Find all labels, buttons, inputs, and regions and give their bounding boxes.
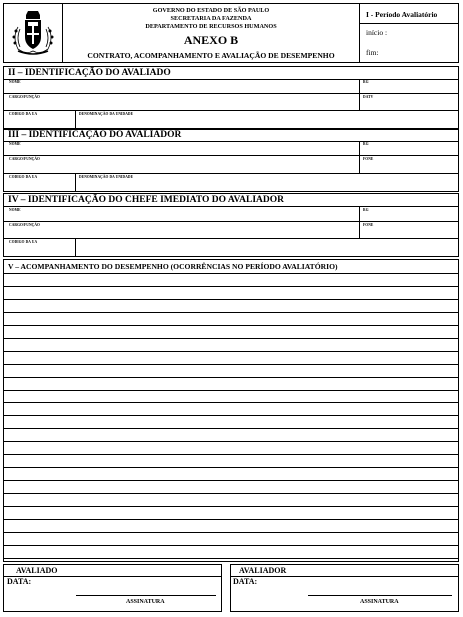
avaliador-label: AVALIADOR: [239, 566, 287, 575]
occurrence-line: [3, 506, 459, 507]
section-v-title: V – ACOMPANHAMENTO DO DESEMPENHO (OCORRÊNCIAS NO PERÍODO AVALIATÓRIO): [8, 262, 338, 271]
occurrence-line: [3, 338, 459, 339]
occurrence-line: [3, 493, 459, 494]
avaliador-label-line: [230, 576, 459, 577]
occurrence-line: [3, 441, 459, 442]
section-iv-title: IV – IDENTIFICAÇÃO DO CHEFE IMEDIATO DO AVALIADOR: [8, 195, 284, 205]
section-iii-extra-label: FONE: [363, 157, 374, 161]
avaliado-label: AVALIADO: [16, 566, 58, 575]
section-iv-rg-label: RG: [363, 208, 369, 212]
occurrence-line: [3, 558, 459, 559]
occurrence-line: [3, 325, 459, 326]
section-iv-codigo-label: CODIGO DA UA: [9, 240, 38, 244]
section-ii-cargo-label: CARGO/FUNÇÃO: [9, 95, 40, 99]
section-ii-extra-label: DATV: [363, 95, 374, 99]
avaliado-date-label: DATA:: [7, 577, 32, 586]
period-divider: [359, 23, 459, 24]
occurrence-line: [3, 428, 459, 429]
section-iv-row-line-2: [3, 238, 459, 239]
section-iv-ua-divider: [75, 238, 76, 257]
org-line-3: DEPARTAMENTO DE RECURSOS HUMANOS: [145, 23, 277, 30]
section-ii-title-line: [3, 79, 459, 80]
occurrence-line: [3, 532, 459, 533]
occurrence-line: [3, 299, 459, 300]
header-period-divider: [359, 3, 360, 63]
section-ii-row-line-2: [3, 110, 459, 111]
section-iv-row-line-1: [3, 221, 459, 222]
section-iii-ua-divider: [75, 173, 76, 192]
section-iv-nome-label: NOME: [9, 208, 21, 212]
occurrence-line: [3, 467, 459, 468]
period-end-label: fim:: [366, 48, 379, 57]
avaliador-date-label: DATA:: [233, 577, 258, 586]
section-ii-nome-label: NOME: [9, 80, 21, 84]
section-ii-ua-divider: [75, 110, 76, 130]
section-iii-row-line-2: [3, 173, 459, 174]
section-iii-codigo-label: CODIGO DA UA: [9, 175, 38, 179]
section-iii-cargo-label: CARGO/FUNÇÃO: [9, 157, 40, 161]
avaliado-signature-line: [76, 595, 216, 596]
section-iii-right-divider: [359, 141, 360, 173]
section-iv-title-line: [3, 206, 459, 207]
occurrence-line: [3, 480, 459, 481]
form-subtitle: CONTRATO, ACOMPANHAMENTO E AVALIAÇÃO DE DESEMPENHO: [87, 51, 335, 60]
section-iv-right-divider: [359, 206, 360, 238]
section-ii-row-line-1: [3, 93, 459, 94]
section-iii-denominacao-label: DENOMINAÇÃO DA UNIDADE: [79, 175, 134, 179]
section-ii-right-divider: [359, 79, 360, 110]
section-iii-row-line-1: [3, 155, 459, 156]
occurrence-line: [3, 273, 459, 274]
section-iii-title: III – IDENTIFICAÇÃO DO AVALIADOR: [8, 130, 182, 140]
section-iii-title-line: [3, 141, 459, 142]
period-title: I - Período Avaliatório: [366, 10, 438, 19]
avaliador-signature-line: [308, 595, 452, 596]
occurrence-line: [3, 312, 459, 313]
occurrence-line: [3, 286, 459, 287]
section-v-box: [3, 259, 459, 562]
occurrence-line: [3, 545, 459, 546]
occurrence-line: [3, 351, 459, 352]
occurrence-line: [3, 364, 459, 365]
header-org-block: [63, 5, 359, 63]
section-iv-cargo-label: CARGO/FUNÇÃO: [9, 223, 40, 227]
section-ii-title: II – IDENTIFICAÇÃO DO AVALIADO: [8, 68, 171, 78]
occurrence-line: [3, 454, 459, 455]
section-ii-denominacao-label: DENOMINAÇÃO DA UNIDADE: [79, 112, 134, 116]
occurrence-line: [3, 415, 459, 416]
avaliado-label-line: [3, 576, 222, 577]
occurrence-line: [3, 519, 459, 520]
occurrence-line: [3, 377, 459, 378]
period-start-label: início :: [366, 28, 388, 37]
avaliador-signature-label: ASSINATURA: [360, 599, 399, 605]
section-ii-codigo-label: CODIGO DA UA: [9, 112, 38, 116]
org-line-2: SECRETARIA DA FAZENDA: [170, 15, 252, 22]
section-iii-rg-label: RG: [363, 142, 369, 146]
annex-title: ANEXO B: [183, 33, 239, 47]
org-line-1: GOVERNO DO ESTADO DE SÃO PAULO: [152, 7, 270, 14]
section-iv-extra-label: FONE: [363, 223, 374, 227]
section-iii-nome-label: NOME: [9, 142, 21, 146]
occurrence-line: [3, 390, 459, 391]
avaliado-signature-label: ASSINATURA: [126, 599, 165, 605]
state-seal-icon: [8, 7, 58, 57]
section-ii-rg-label: RG: [363, 80, 369, 84]
occurrence-line: [3, 402, 459, 403]
